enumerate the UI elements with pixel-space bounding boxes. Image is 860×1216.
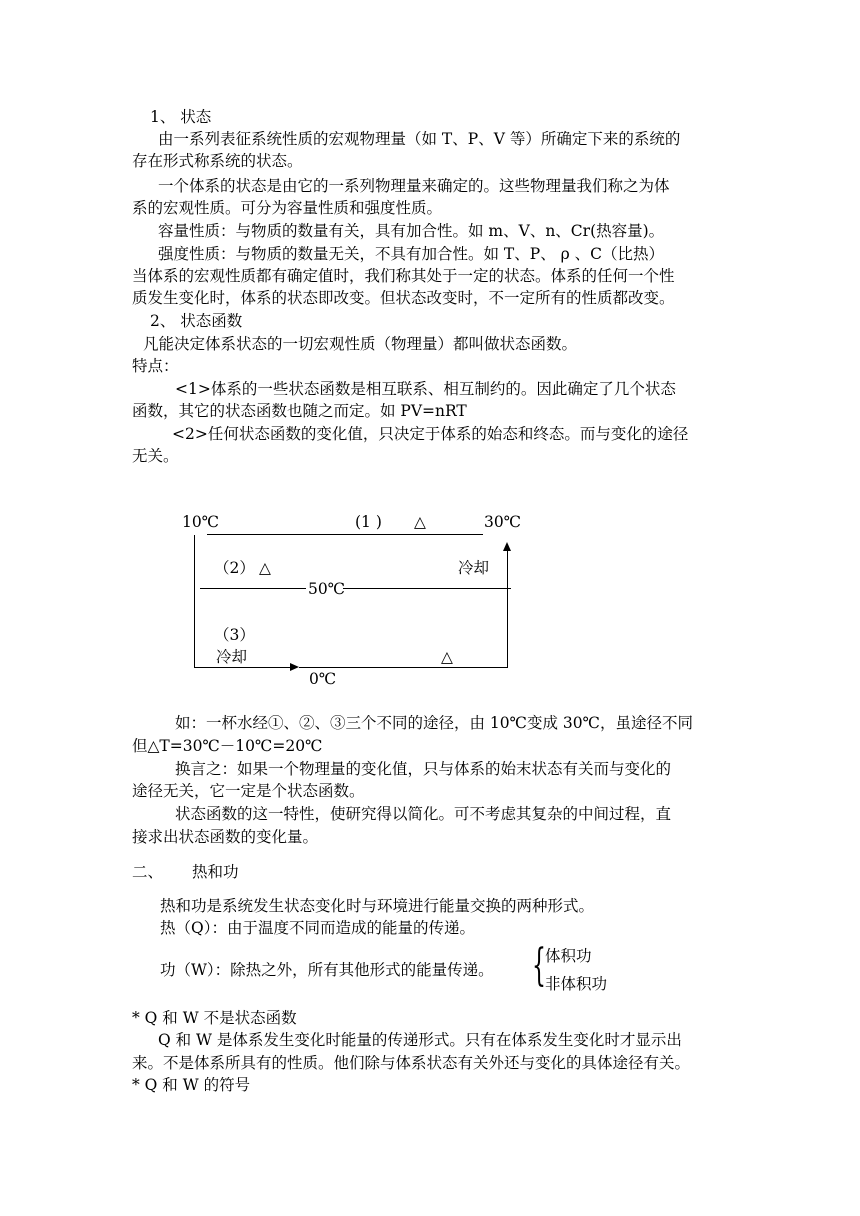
paragraph-line: 热和功是系统发生状态变化时与环境进行能量交换的两种形式。	[160, 897, 595, 915]
paragraph-line: 存在形式称系统的状态。	[132, 152, 303, 170]
work-type-item: 非体积功	[545, 975, 608, 993]
path1-label: (1 )	[355, 513, 382, 531]
path1-line	[207, 534, 483, 535]
end-temp-label: 30℃	[484, 513, 522, 531]
arrow-right-icon	[290, 663, 299, 671]
paragraph-line: Q 和 W 是体系发生变化时能量的传递形式。只有在体系发生变化时才显示出	[158, 1031, 682, 1049]
paragraph-line: 热（Q）：由于温度不同而造成的能量的传递。	[160, 919, 475, 937]
start-temp-label: 10℃	[182, 513, 220, 531]
paragraph-line: 来。不是体系所具有的性质。他们除与体系状态有关外还与变化的具体途径有关。	[132, 1054, 691, 1072]
paragraph-line: 一个体系的状态是由它的一系列物理量来确定的。这些物理量我们称之为体	[158, 177, 670, 195]
paragraph-line: 功（W）：除热之外，所有其他形式的能量传递。	[160, 961, 494, 979]
paragraph-line: 强度性质：与物质的数量无关，不具有加合性。如 T、P、 ρ 、C（比热）	[158, 245, 665, 263]
paragraph-line: 由一系列表征系统性质的宏观物理量（如 T、P、V 等）所确定下来的系统的	[158, 130, 681, 148]
work-type-item: 体积功	[545, 947, 592, 965]
note-heading: * Q 和 W 的符号	[132, 1076, 251, 1094]
delta-symbol: △	[259, 559, 271, 577]
low-temp-label: 0℃	[309, 670, 337, 688]
paragraph-line: 如：一杯水经①、②、③三个不同的途径，由 10℃变成 30℃，虽途径不同	[175, 714, 693, 732]
paragraph-line: <1>体系的一些状态函数是相互联系、相互制约的。因此确定了几个状态	[175, 380, 676, 398]
paragraph-line: 函数，其它的状态函数也随之而定。如 PV=nRT	[132, 402, 467, 420]
section-number: 二、	[132, 863, 164, 881]
note-heading: * Q 和 W 不是状态函数	[132, 1009, 297, 1027]
section-title-heat-work: 热和功	[192, 863, 239, 881]
paragraph-line: 接求出状态函数的变化量。	[132, 828, 319, 846]
cooling-label: 冷却	[458, 559, 490, 577]
path3-label: （3）	[214, 626, 255, 644]
right-vertical-line	[507, 550, 508, 668]
section-heading-state-function: 2、 状态函数	[150, 312, 243, 330]
paragraph-line: 容量性质：与物质的数量有关，具有加合性。如 m、V、n、Cr(热容量)。	[158, 222, 665, 240]
paragraph-line: 当体系的宏观性质都有确定值时，我们称其处于一定的状态。体系的任何一个性	[132, 267, 675, 285]
paragraph-line: <2>任何状态函数的变化值，只决定于体系的始态和终态。而与变化的途径	[172, 425, 689, 443]
paragraph-line: 途径无关，它一定是个状态函数。	[132, 782, 365, 800]
paragraph-line: 凡能决定体系状态的一切宏观性质（物理量）都叫做状态函数。	[143, 335, 578, 353]
delta-symbol: △	[414, 513, 426, 531]
left-vertical-line	[194, 535, 195, 668]
paragraph-line: 系的宏观性质。可分为容量性质和强度性质。	[132, 199, 443, 217]
left-brace-icon: {	[532, 940, 546, 991]
path2-label: （2）	[214, 559, 255, 577]
path3-line-right	[299, 667, 508, 668]
path2-line-left	[200, 588, 306, 589]
paragraph-line: 质发生变化时，体系的状态即改变。但状态改变时，不一定所有的性质都改变。	[132, 289, 675, 307]
path2-line-right	[343, 588, 511, 589]
paragraph-line: 换言之：如果一个物理量的变化值，只与体系的始末状态有关而与变化的	[175, 760, 672, 778]
paragraph-line: 无关。	[132, 447, 179, 465]
path3-line-left	[194, 667, 292, 668]
arrow-up-icon	[503, 542, 511, 551]
section-heading-state: 1、 状态	[150, 108, 212, 126]
paragraph-line: 但△T=30℃－10℃=20℃	[132, 737, 323, 755]
paragraph-line: 特点：	[132, 357, 179, 375]
delta-symbol: △	[441, 648, 453, 666]
mid-temp-label: 50℃	[308, 580, 346, 598]
paragraph-line: 状态函数的这一特性，使研究得以简化。可不考虑其复杂的中间过程，直	[175, 805, 672, 823]
cooling-label: 冷却	[216, 648, 248, 666]
